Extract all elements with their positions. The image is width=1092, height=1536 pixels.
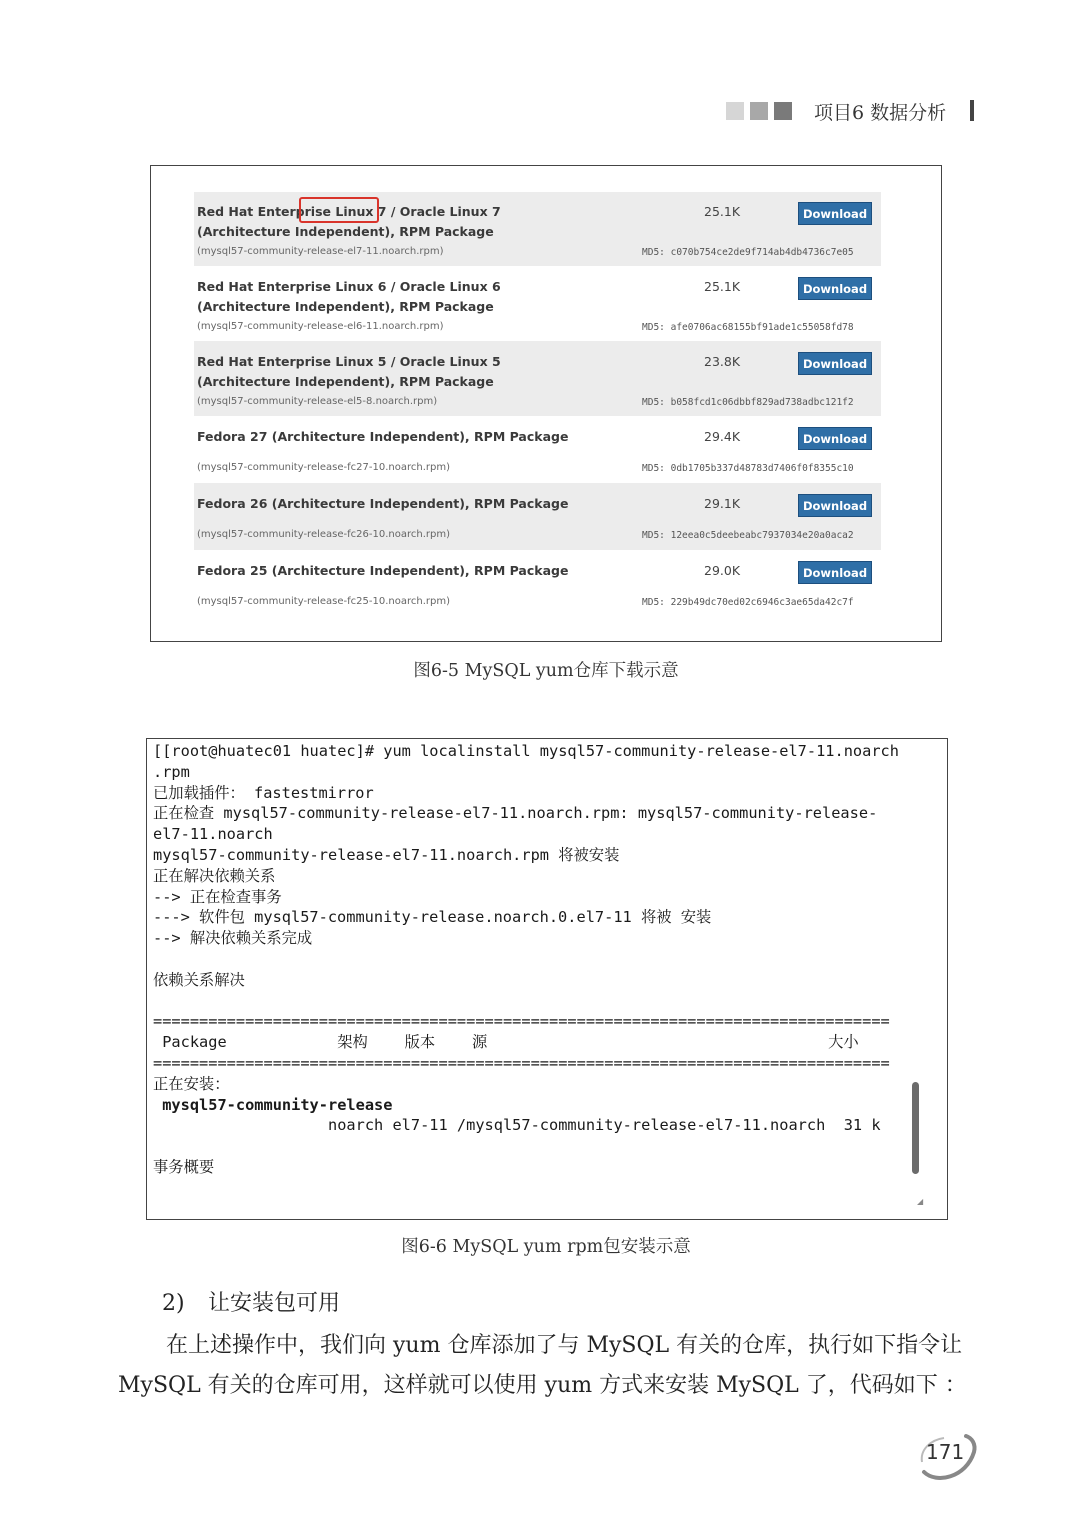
terminal-line: ================================================================================: [153, 1053, 890, 1072]
package-md5: MD5: 229b49dc70ed02c6946c3ae65da42c7f: [642, 597, 854, 608]
terminal-line: el7-11.noarch: [153, 825, 273, 844]
header-square-mid: [750, 102, 768, 120]
header-title: 项目6 数据分析: [814, 102, 947, 124]
figure-caption: 图6-6 MySQL yum rpm包安装示意: [401, 1237, 691, 1257]
figure-terminal: [146, 738, 948, 1220]
download-row: [194, 266, 881, 341]
header-square-dark: [774, 102, 792, 120]
terminal-line: 依赖关系解决: [153, 970, 245, 989]
package-name-line1: Fedora 26 (Architecture Independent), RPM Package: [197, 496, 569, 511]
terminal-line: 事务概要: [153, 1157, 215, 1176]
list-item-heading: [162, 1286, 340, 1317]
terminal-line: --> 正在检查事务: [153, 887, 282, 906]
terminal-line: noarch el7-11 /mysql57-community-release-el7-11.noarch 31 k: [153, 1116, 881, 1135]
package-md5: MD5: 12eea0c5deebeabc7937034e20a0aca2: [642, 530, 854, 541]
terminal-line: --> 解决依赖关系完成: [153, 929, 313, 948]
terminal-line: ---> 软件包 mysql57-community-release.noarch.0.el7-11 将被 安装: [153, 908, 712, 927]
terminal-line: 正在解决依赖关系: [153, 866, 276, 885]
terminal-line: 已加载插件： fastestmirror: [153, 783, 374, 802]
terminal-line: Package 架构 版本 源 大小: [153, 1033, 859, 1052]
header-bar: [970, 100, 974, 121]
terminal-line: mysql57-community-release-el7-11.noarch.rpm 将被安装: [153, 845, 620, 864]
item-number: 2): [162, 1291, 185, 1316]
terminal-output: [153, 741, 899, 1178]
resize-grip-icon[interactable]: ◢: [917, 1197, 924, 1206]
package-md5: MD5: 0db1705b337d48783d7406f0f8355c10: [642, 463, 854, 474]
package-file: (mysql57-community-release-fc25-10.noarch.rpm): [197, 596, 450, 607]
package-file: (mysql57-community-release-el6-11.noarch.rpm): [197, 321, 444, 332]
download-button[interactable]: Download: [798, 561, 872, 584]
download-button[interactable]: Download: [798, 202, 872, 225]
paragraph-line: 在上述操作中，我们向 yum 仓库添加了与 MySQL 有关的仓库，执行如下指令让: [166, 1333, 963, 1358]
package-size: 29.4K: [704, 429, 741, 444]
download-button[interactable]: Download: [798, 277, 872, 300]
body-paragraph: [118, 1326, 967, 1406]
terminal-line: ================================================================================: [153, 1012, 890, 1031]
figure-download-table: [150, 165, 942, 642]
package-size: 25.1K: [704, 279, 741, 294]
package-file: (mysql57-community-release-fc26-10.noarch.rpm): [197, 529, 450, 540]
page-number-text: 171: [926, 1440, 965, 1464]
package-md5: MD5: afe0706ac68155bf91ade1c55058fd78: [642, 322, 854, 333]
package-name-line1: Red Hat Enterprise Linux 7 / Oracle Linux 7: [197, 204, 501, 219]
terminal-line: mysql57-community-release: [153, 1095, 393, 1114]
download-row: [194, 416, 881, 483]
download-row: [194, 192, 881, 266]
terminal-line: .rpm: [153, 762, 190, 781]
header-square-light: [726, 102, 744, 120]
terminal-scrollbar[interactable]: [912, 1082, 919, 1174]
package-file: (mysql57-community-release-fc27-10.noarch.rpm): [197, 462, 450, 473]
download-button[interactable]: Download: [798, 352, 872, 375]
package-md5: MD5: c070b754ce2de9f714ab4db4736c7e05: [642, 247, 854, 258]
package-name-line2: (Architecture Independent), RPM Package: [197, 224, 494, 239]
download-row: [194, 483, 881, 550]
package-file: (mysql57-community-release-el5-8.noarch.rpm): [197, 396, 438, 407]
package-size: 25.1K: [704, 204, 741, 219]
download-row: [194, 550, 881, 617]
package-name-line1: Fedora 25 (Architecture Independent), RPM Package: [197, 563, 569, 578]
package-size: 29.1K: [704, 496, 741, 511]
download-button[interactable]: Download: [798, 494, 872, 517]
package-name-line1: Red Hat Enterprise Linux 5 / Oracle Linux 5: [197, 354, 501, 369]
paragraph-line: MySQL 有关的仓库可用，这样就可以使用 yum 方式来安装 MySQL 了，代码如下 ：: [118, 1373, 967, 1398]
package-md5: MD5: b058fcd1c06dbbf829ad738adbc121f2: [642, 397, 854, 408]
package-size: 23.8K: [704, 354, 741, 369]
download-row: [194, 341, 881, 416]
item-title: 让安装包可用: [208, 1291, 341, 1316]
running-header: [726, 98, 986, 124]
package-size: 29.0K: [704, 563, 741, 578]
figure-caption: 图6-5 MySQL yum仓库下载示意: [413, 661, 679, 681]
package-name-line1: Fedora 27 (Architecture Independent), RPM Package: [197, 429, 569, 444]
package-name-line2: (Architecture Independent), RPM Package: [197, 374, 494, 389]
terminal-line: 正在安装：: [153, 1074, 230, 1093]
terminal-line: 正在检查 mysql57-community-release-el7-11.noarch.rpm: mysql57-community-release-: [153, 804, 878, 823]
highlight-box: [299, 197, 379, 223]
package-name-line1: Red Hat Enterprise Linux 6 / Oracle Linux 6: [197, 279, 501, 294]
download-button[interactable]: Download: [798, 427, 872, 450]
terminal-line: [[root@huatec01 huatec]# yum localinstall mysql57-community-release-el7-11.noarch: [153, 742, 899, 760]
package-file: (mysql57-community-release-el7-11.noarch.rpm): [197, 246, 444, 257]
package-name-line2: (Architecture Independent), RPM Package: [197, 299, 494, 314]
page-number: [916, 1432, 980, 1482]
